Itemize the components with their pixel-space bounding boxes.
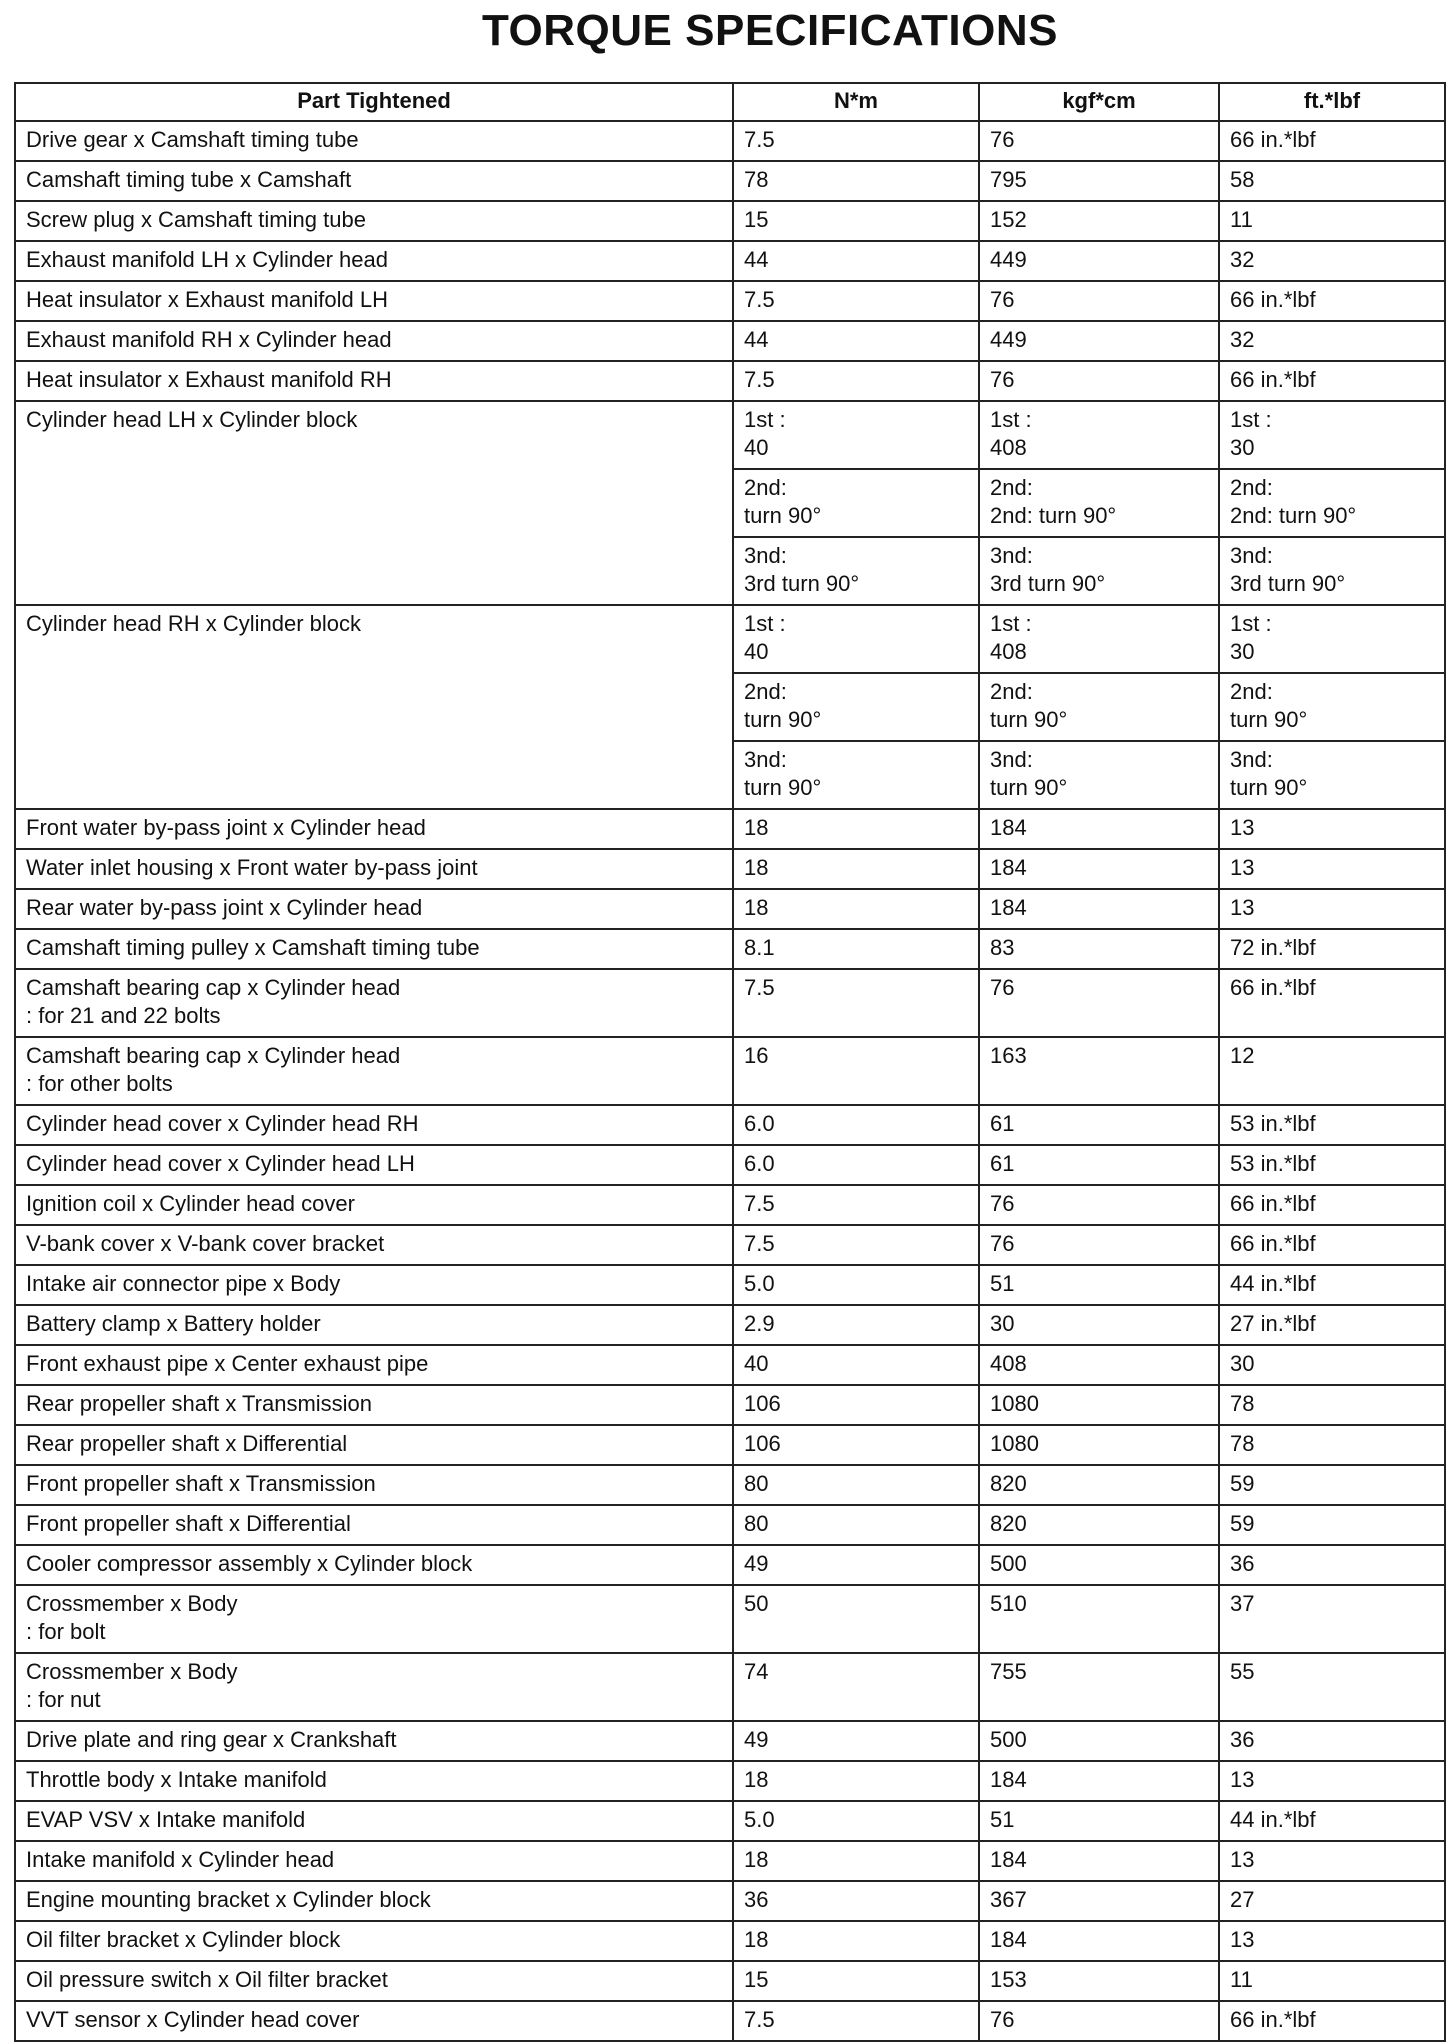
torque-value-line: 1st : <box>990 407 1032 432</box>
torque-value-nm <box>733 741 979 809</box>
part-tightened-cell <box>15 1105 733 1145</box>
torque-value-line: 1st : <box>990 611 1032 636</box>
part-name-line: Camshaft timing tube x Camshaft <box>26 167 352 192</box>
torque-value-nm: 7.5 <box>733 361 979 401</box>
part-tightened-cell <box>15 849 733 889</box>
part-name-line: Crossmember x Body <box>26 1591 238 1616</box>
table-row <box>15 1465 1445 1505</box>
torque-value-kgfcm: 184 <box>979 889 1219 929</box>
torque-value-kgfcm: 51 <box>979 1801 1219 1841</box>
torque-value-nm: 7.5 <box>733 1225 979 1265</box>
torque-value-ftlbf: 12 <box>1219 1037 1445 1105</box>
table-row <box>15 1921 1445 1961</box>
torque-value-line: 2nd: <box>990 475 1033 500</box>
torque-value-nm <box>733 605 979 673</box>
torque-value-ftlbf: 78 <box>1219 1425 1445 1465</box>
table-row <box>15 1761 1445 1801</box>
torque-value-ftlbf: 44 in.*lbf <box>1219 1265 1445 1305</box>
torque-value-kgfcm: 61 <box>979 1145 1219 1185</box>
part-tightened-cell <box>15 1265 733 1305</box>
torque-value-ftlbf: 13 <box>1219 1761 1445 1801</box>
torque-value-nm: 7.5 <box>733 2001 979 2041</box>
table-row <box>15 605 1445 673</box>
part-name-line: Cooler compressor assembly x Cylinder block <box>26 1551 473 1576</box>
torque-value-line: 1st : <box>744 611 786 636</box>
torque-value-kgfcm: 755 <box>979 1653 1219 1721</box>
torque-value-ftlbf: 13 <box>1219 1841 1445 1881</box>
torque-value-line: 3nd: <box>1230 543 1273 568</box>
torque-value-ftlbf: 66 in.*lbf <box>1219 281 1445 321</box>
torque-value-ftlbf: 72 in.*lbf <box>1219 929 1445 969</box>
table-row <box>15 1305 1445 1345</box>
torque-value-kgfcm: 500 <box>979 1545 1219 1585</box>
torque-value-kgfcm: 184 <box>979 849 1219 889</box>
torque-value-ftlbf: 66 in.*lbf <box>1219 969 1445 1037</box>
torque-value-ftlbf <box>1219 605 1445 673</box>
torque-value-ftlbf: 27 <box>1219 1881 1445 1921</box>
torque-value-ftlbf: 11 <box>1219 201 1445 241</box>
part-name-line: Rear propeller shaft x Transmission <box>26 1391 373 1416</box>
torque-value-kgfcm <box>979 537 1219 605</box>
torque-value-line: 2nd: <box>1230 475 1273 500</box>
part-tightened-cell <box>15 281 733 321</box>
torque-value-kgfcm: 820 <box>979 1465 1219 1505</box>
part-tightened-cell <box>15 1505 733 1545</box>
table-row <box>15 121 1445 161</box>
torque-value-nm: 49 <box>733 1545 979 1585</box>
torque-value-ftlbf: 66 in.*lbf <box>1219 2001 1445 2041</box>
page-title: TORQUE SPECIFICATIONS <box>481 6 1059 55</box>
part-tightened-cell <box>15 1037 733 1105</box>
part-name-line: Cylinder head cover x Cylinder head LH <box>26 1151 415 1176</box>
torque-value-line: turn 90° <box>744 707 822 732</box>
part-tightened-cell <box>15 321 733 361</box>
torque-value-kgfcm: 820 <box>979 1505 1219 1545</box>
torque-value-line: 3nd: <box>744 747 787 772</box>
torque-value-ftlbf: 11 <box>1219 1961 1445 2001</box>
torque-value-kgfcm: 76 <box>979 361 1219 401</box>
part-name-line: Cylinder head LH x Cylinder block <box>26 407 358 432</box>
torque-value-ftlbf: 55 <box>1219 1653 1445 1721</box>
torque-value-line: 3rd turn 90° <box>990 571 1106 596</box>
part-name-line: Rear propeller shaft x Differential <box>26 1431 348 1456</box>
part-name-line: Ignition coil x Cylinder head cover <box>26 1191 355 1216</box>
torque-value-ftlbf <box>1219 741 1445 809</box>
torque-value-line: 1st : <box>1230 407 1272 432</box>
part-name-line: Oil pressure switch x Oil filter bracket <box>26 1967 388 1992</box>
torque-value-kgfcm: 153 <box>979 1961 1219 2001</box>
torque-value-kgfcm: 408 <box>979 1345 1219 1385</box>
torque-value-kgfcm: 449 <box>979 241 1219 281</box>
torque-value-line: 408 <box>990 435 1027 460</box>
part-name-line: Front exhaust pipe x Center exhaust pipe <box>26 1351 429 1376</box>
torque-value-line: turn 90° <box>1230 775 1308 800</box>
torque-value-kgfcm: 184 <box>979 809 1219 849</box>
torque-value-nm: 18 <box>733 889 979 929</box>
header-newton-meters: N*m <box>733 83 979 121</box>
part-name-line: Intake manifold x Cylinder head <box>26 1847 335 1872</box>
torque-value-nm: 7.5 <box>733 281 979 321</box>
part-tightened-cell <box>15 929 733 969</box>
torque-value-ftlbf: 66 in.*lbf <box>1219 1185 1445 1225</box>
torque-value-line: 2nd: <box>1230 679 1273 704</box>
torque-value-kgfcm <box>979 741 1219 809</box>
torque-value-kgfcm <box>979 673 1219 741</box>
part-name-line: Oil filter bracket x Cylinder block <box>26 1927 341 1952</box>
part-tightened-cell <box>15 1761 733 1801</box>
table-row <box>15 1185 1445 1225</box>
part-tightened-cell <box>15 401 733 605</box>
table-row <box>15 1105 1445 1145</box>
torque-value-line: 408 <box>990 639 1027 664</box>
part-name-line: Throttle body x Intake manifold <box>26 1767 327 1792</box>
part-tightened-cell <box>15 1465 733 1505</box>
header-ft-lbf: ft.*lbf <box>1219 83 1445 121</box>
torque-value-nm: 16 <box>733 1037 979 1105</box>
torque-value-ftlbf: 53 in.*lbf <box>1219 1145 1445 1185</box>
torque-value-nm: 49 <box>733 1721 979 1761</box>
table-row <box>15 1265 1445 1305</box>
torque-value-nm: 106 <box>733 1385 979 1425</box>
part-tightened-cell <box>15 1721 733 1761</box>
torque-value-ftlbf: 13 <box>1219 849 1445 889</box>
torque-value-line: 1st : <box>1230 611 1272 636</box>
torque-value-line: turn 90° <box>1230 707 1308 732</box>
torque-value-ftlbf: 32 <box>1219 241 1445 281</box>
torque-value-kgfcm: 163 <box>979 1037 1219 1105</box>
torque-value-kgfcm <box>979 469 1219 537</box>
table-row <box>15 201 1445 241</box>
torque-value-ftlbf: 13 <box>1219 809 1445 849</box>
torque-value-kgfcm: 367 <box>979 1881 1219 1921</box>
torque-value-nm: 2.9 <box>733 1305 979 1345</box>
part-name-line: Front propeller shaft x Transmission <box>26 1471 376 1496</box>
torque-value-ftlbf <box>1219 673 1445 741</box>
part-tightened-cell <box>15 1585 733 1653</box>
torque-value-line: turn 90° <box>990 775 1068 800</box>
torque-value-nm: 44 <box>733 321 979 361</box>
table-row <box>15 1425 1445 1465</box>
table-row <box>15 161 1445 201</box>
table-row <box>15 321 1445 361</box>
torque-value-nm: 6.0 <box>733 1105 979 1145</box>
torque-value-nm: 80 <box>733 1505 979 1545</box>
part-tightened-cell <box>15 361 733 401</box>
torque-value-kgfcm: 795 <box>979 161 1219 201</box>
part-tightened-cell <box>15 889 733 929</box>
part-name-line: Drive plate and ring gear x Crankshaft <box>26 1727 397 1752</box>
torque-value-line: 3nd: <box>990 747 1033 772</box>
torque-value-line: 40 <box>744 435 769 460</box>
torque-value-kgfcm <box>979 401 1219 469</box>
torque-value-nm: 5.0 <box>733 1265 979 1305</box>
torque-value-ftlbf: 59 <box>1219 1505 1445 1545</box>
torque-value-line: turn 90° <box>744 503 822 528</box>
part-name-line: Camshaft bearing cap x Cylinder head <box>26 1043 401 1068</box>
part-name-line: Crossmember x Body <box>26 1659 238 1684</box>
table-row <box>15 1721 1445 1761</box>
torque-value-line: 2nd: <box>744 679 787 704</box>
torque-value-nm: 36 <box>733 1881 979 1921</box>
part-name-line: EVAP VSV x Intake manifold <box>26 1807 306 1832</box>
torque-value-kgfcm: 184 <box>979 1761 1219 1801</box>
table-row <box>15 361 1445 401</box>
torque-value-ftlbf: 13 <box>1219 889 1445 929</box>
torque-value-line: 1st : <box>744 407 786 432</box>
part-tightened-cell <box>15 1961 733 2001</box>
torque-value-ftlbf: 58 <box>1219 161 1445 201</box>
torque-value-kgfcm: 1080 <box>979 1385 1219 1425</box>
part-tightened-cell <box>15 2001 733 2041</box>
torque-value-kgfcm: 184 <box>979 1921 1219 1961</box>
torque-value-kgfcm: 76 <box>979 281 1219 321</box>
table-row <box>15 401 1445 469</box>
torque-value-nm <box>733 401 979 469</box>
part-name-line: : for nut <box>26 1687 101 1712</box>
part-tightened-cell <box>15 1385 733 1425</box>
torque-value-nm: 18 <box>733 1841 979 1881</box>
torque-value-nm: 74 <box>733 1653 979 1721</box>
part-name-line: Heat insulator x Exhaust manifold RH <box>26 367 392 392</box>
table-row <box>15 969 1445 1037</box>
header-kgf-cm: kgf*cm <box>979 83 1219 121</box>
torque-value-nm: 15 <box>733 201 979 241</box>
part-name-line: Exhaust manifold LH x Cylinder head <box>26 247 388 272</box>
torque-value-nm: 18 <box>733 1761 979 1801</box>
torque-value-line: 2nd: <box>744 475 787 500</box>
torque-value-kgfcm: 449 <box>979 321 1219 361</box>
part-tightened-cell <box>15 1881 733 1921</box>
torque-value-nm: 80 <box>733 1465 979 1505</box>
table-row <box>15 929 1445 969</box>
part-name-line: Intake air connector pipe x Body <box>26 1271 341 1296</box>
part-tightened-cell <box>15 605 733 809</box>
torque-value-kgfcm: 510 <box>979 1585 1219 1653</box>
torque-value-ftlbf: 59 <box>1219 1465 1445 1505</box>
table-row <box>15 1385 1445 1425</box>
part-name-line: Rear water by-pass joint x Cylinder head <box>26 895 423 920</box>
torque-value-kgfcm: 51 <box>979 1265 1219 1305</box>
torque-value-ftlbf: 37 <box>1219 1585 1445 1653</box>
part-tightened-cell <box>15 1801 733 1841</box>
table-row <box>15 1881 1445 1921</box>
table-row <box>15 1225 1445 1265</box>
part-name-line: VVT sensor x Cylinder head cover <box>26 2007 360 2032</box>
part-tightened-cell <box>15 1185 733 1225</box>
table-row <box>15 1841 1445 1881</box>
torque-value-line: 3rd turn 90° <box>1230 571 1346 596</box>
part-tightened-cell <box>15 969 733 1037</box>
torque-value-nm: 15 <box>733 1961 979 2001</box>
table-row <box>15 1961 1445 2001</box>
part-tightened-cell <box>15 201 733 241</box>
table-body <box>15 121 1445 2041</box>
table-row <box>15 1037 1445 1105</box>
torque-value-line: 3rd turn 90° <box>744 571 860 596</box>
part-name-line: Heat insulator x Exhaust manifold LH <box>26 287 388 312</box>
table-row <box>15 1145 1445 1185</box>
torque-value-kgfcm: 76 <box>979 969 1219 1037</box>
torque-value-ftlbf: 66 in.*lbf <box>1219 1225 1445 1265</box>
torque-value-kgfcm: 76 <box>979 1185 1219 1225</box>
torque-value-ftlbf: 78 <box>1219 1385 1445 1425</box>
part-name-line: : for bolt <box>26 1619 106 1644</box>
part-name-line: Front water by-pass joint x Cylinder head <box>26 815 426 840</box>
torque-value-kgfcm: 61 <box>979 1105 1219 1145</box>
table-row <box>15 281 1445 321</box>
part-name-line: Drive gear x Camshaft timing tube <box>26 127 359 152</box>
torque-value-nm <box>733 673 979 741</box>
torque-value-nm: 106 <box>733 1425 979 1465</box>
torque-value-line: 30 <box>1230 639 1255 664</box>
torque-value-kgfcm: 76 <box>979 1225 1219 1265</box>
part-name-line: Screw plug x Camshaft timing tube <box>26 207 366 232</box>
torque-value-nm: 18 <box>733 1921 979 1961</box>
part-tightened-cell <box>15 1921 733 1961</box>
torque-value-nm: 44 <box>733 241 979 281</box>
part-name-line: : for other bolts <box>26 1071 173 1096</box>
torque-value-nm <box>733 537 979 605</box>
torque-value-kgfcm: 83 <box>979 929 1219 969</box>
torque-value-ftlbf <box>1219 537 1445 605</box>
torque-value-ftlbf: 13 <box>1219 1921 1445 1961</box>
part-tightened-cell <box>15 1145 733 1185</box>
torque-value-kgfcm: 152 <box>979 201 1219 241</box>
torque-value-line: 3nd: <box>1230 747 1273 772</box>
table-row <box>15 809 1445 849</box>
part-name-line: Cylinder head RH x Cylinder block <box>26 611 362 636</box>
table-row <box>15 241 1445 281</box>
torque-value-ftlbf: 30 <box>1219 1345 1445 1385</box>
part-tightened-cell <box>15 1305 733 1345</box>
torque-value-nm: 50 <box>733 1585 979 1653</box>
torque-value-nm: 7.5 <box>733 969 979 1037</box>
torque-value-ftlbf: 27 in.*lbf <box>1219 1305 1445 1345</box>
table-row <box>15 1345 1445 1385</box>
torque-value-ftlbf: 36 <box>1219 1545 1445 1585</box>
part-name-line: Water inlet housing x Front water by-pass joint <box>26 855 478 880</box>
part-tightened-cell <box>15 121 733 161</box>
torque-value-nm: 7.5 <box>733 1185 979 1225</box>
part-name-line: Exhaust manifold RH x Cylinder head <box>26 327 392 352</box>
torque-value-ftlbf: 36 <box>1219 1721 1445 1761</box>
part-tightened-cell <box>15 1345 733 1385</box>
table-row <box>15 849 1445 889</box>
table-row <box>15 1505 1445 1545</box>
torque-value-ftlbf: 32 <box>1219 321 1445 361</box>
torque-value-kgfcm: 500 <box>979 1721 1219 1761</box>
torque-value-nm: 18 <box>733 849 979 889</box>
torque-value-nm: 7.5 <box>733 121 979 161</box>
table-row <box>15 2001 1445 2041</box>
part-name-line: : for 21 and 22 bolts <box>26 1003 221 1028</box>
table-row <box>15 1585 1445 1653</box>
torque-value-line: 40 <box>744 639 769 664</box>
torque-value-nm: 18 <box>733 809 979 849</box>
table-row <box>15 889 1445 929</box>
torque-value-line: 3nd: <box>744 543 787 568</box>
part-name-line: V-bank cover x V-bank cover bracket <box>26 1231 385 1256</box>
torque-value-line: 30 <box>1230 435 1255 460</box>
torque-value-line: 3nd: <box>990 543 1033 568</box>
torque-value-kgfcm: 30 <box>979 1305 1219 1345</box>
part-tightened-cell <box>15 1841 733 1881</box>
torque-value-line: 2nd: turn 90° <box>990 503 1117 528</box>
part-tightened-cell <box>15 161 733 201</box>
torque-value-kgfcm: 1080 <box>979 1425 1219 1465</box>
torque-value-nm: 5.0 <box>733 1801 979 1841</box>
torque-value-ftlbf: 44 in.*lbf <box>1219 1801 1445 1841</box>
torque-value-line: 2nd: <box>990 679 1033 704</box>
part-tightened-cell <box>15 1425 733 1465</box>
torque-value-line: 2nd: turn 90° <box>1230 503 1357 528</box>
torque-value-nm: 8.1 <box>733 929 979 969</box>
part-name-line: Cylinder head cover x Cylinder head RH <box>26 1111 419 1136</box>
part-tightened-cell <box>15 1653 733 1721</box>
table-row <box>15 1653 1445 1721</box>
torque-value-kgfcm <box>979 605 1219 673</box>
torque-value-kgfcm: 184 <box>979 1841 1219 1881</box>
torque-value-ftlbf <box>1219 469 1445 537</box>
part-name-line: Camshaft timing pulley x Camshaft timing tube <box>26 935 480 960</box>
torque-value-line: turn 90° <box>744 775 822 800</box>
part-name-line: Front propeller shaft x Differential <box>26 1511 351 1536</box>
torque-spec-table <box>14 82 1446 2042</box>
header-part-tightened: Part Tightened <box>15 83 733 121</box>
part-tightened-cell <box>15 241 733 281</box>
part-tightened-cell <box>15 809 733 849</box>
torque-value-line: turn 90° <box>990 707 1068 732</box>
table-row <box>15 1545 1445 1585</box>
torque-value-nm: 6.0 <box>733 1145 979 1185</box>
table-header-row <box>15 83 1445 121</box>
torque-value-kgfcm: 76 <box>979 121 1219 161</box>
part-tightened-cell <box>15 1225 733 1265</box>
part-tightened-cell <box>15 1545 733 1585</box>
torque-value-ftlbf: 66 in.*lbf <box>1219 361 1445 401</box>
torque-value-nm: 40 <box>733 1345 979 1385</box>
torque-value-kgfcm: 76 <box>979 2001 1219 2041</box>
part-name-line: Battery clamp x Battery holder <box>26 1311 321 1336</box>
torque-value-ftlbf <box>1219 401 1445 469</box>
part-name-line: Engine mounting bracket x Cylinder block <box>26 1887 431 1912</box>
table-row <box>15 1801 1445 1841</box>
part-name-line: Camshaft bearing cap x Cylinder head <box>26 975 401 1000</box>
torque-value-ftlbf: 53 in.*lbf <box>1219 1105 1445 1145</box>
torque-value-ftlbf: 66 in.*lbf <box>1219 121 1445 161</box>
torque-value-nm <box>733 469 979 537</box>
torque-value-nm: 78 <box>733 161 979 201</box>
